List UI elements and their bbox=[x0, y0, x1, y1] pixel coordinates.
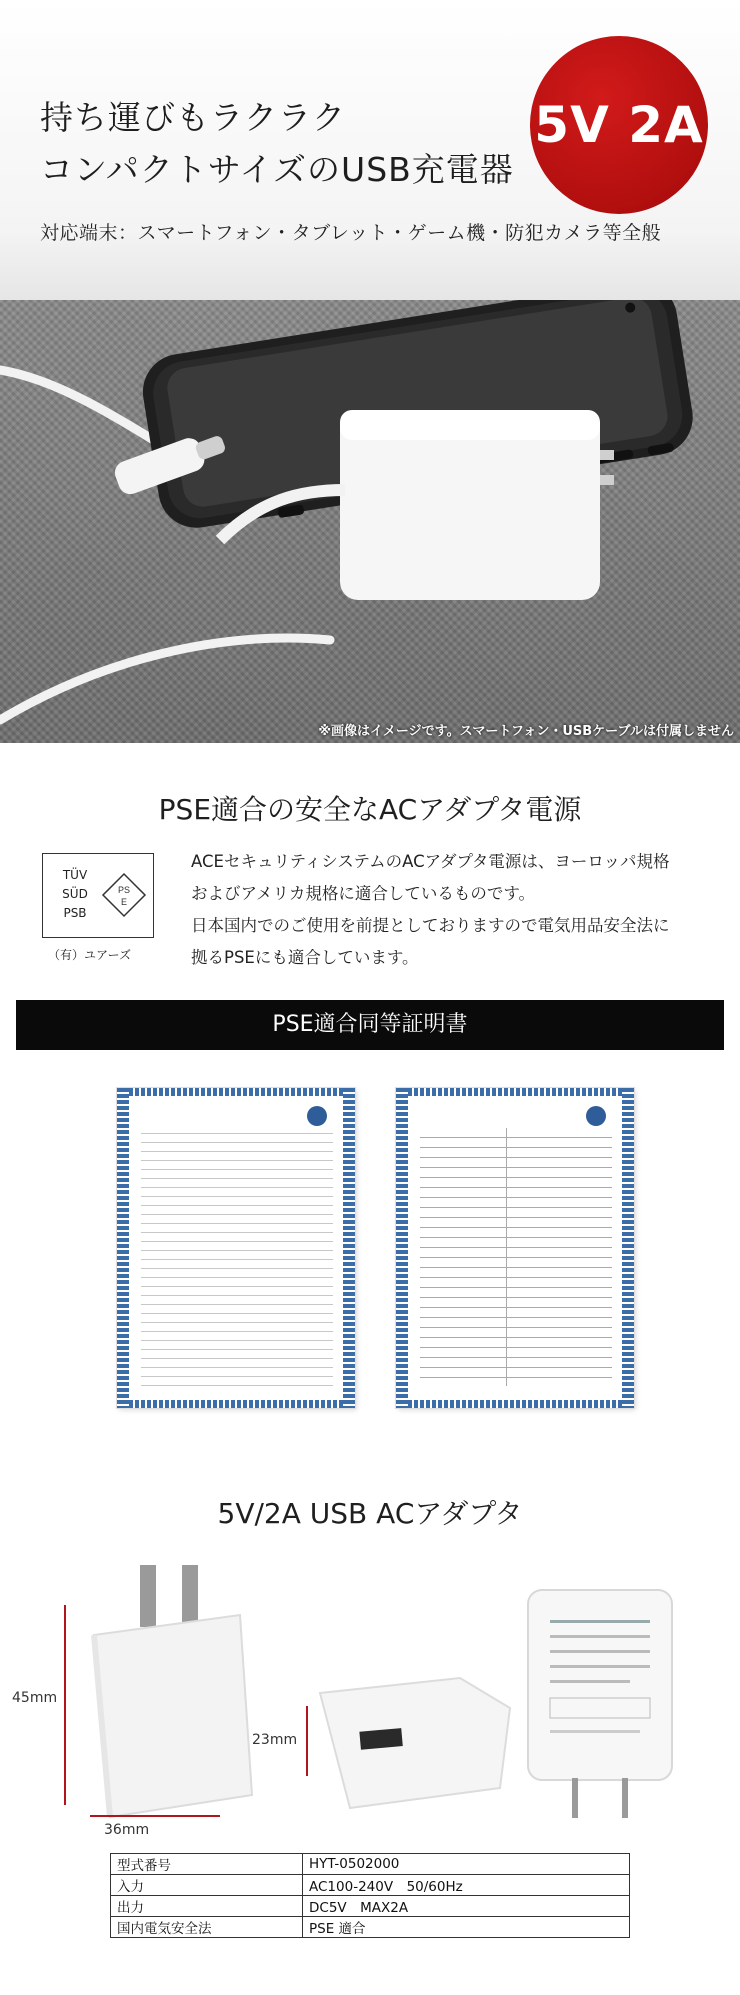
spec-key: 出力 bbox=[111, 1896, 303, 1917]
width-dimension: 36mm bbox=[104, 1822, 150, 1838]
certificate-page-1 bbox=[117, 1088, 355, 1408]
hero-photo bbox=[0, 300, 740, 743]
pse-title: PSE適合の安全なACアダプタ電源 bbox=[158, 793, 582, 826]
spec-key: 入力 bbox=[111, 1875, 303, 1896]
pse-description-line: 日本国内でのご使用を前提としておりますので電気用品安全法に bbox=[191, 916, 670, 935]
svg-text:PS: PS bbox=[117, 885, 131, 895]
tuv-logo-text bbox=[55, 866, 95, 923]
spec-key: 型式番号 bbox=[111, 1854, 303, 1875]
spec-table bbox=[110, 1853, 630, 1938]
height-dimension: 45mm bbox=[12, 1690, 58, 1706]
spec-value: PSE 適合 bbox=[303, 1917, 630, 1938]
pse-description bbox=[191, 846, 711, 974]
certificate-table bbox=[420, 1128, 612, 1386]
image-disclaimer: ※画像はイメージです。スマートフォン・USBケーブルは付属しません bbox=[318, 724, 734, 739]
certificate-text-block bbox=[141, 1128, 333, 1386]
spec-badge: 5V 2A bbox=[530, 36, 708, 214]
spec-value: DC5V MAX2A bbox=[303, 1896, 630, 1917]
table-row bbox=[111, 1875, 630, 1896]
tuv-logo-line1: TÜV bbox=[62, 868, 88, 882]
height-dimension-line bbox=[64, 1605, 66, 1805]
pse-description-line: 拠るPSEにも適合しています。 bbox=[191, 948, 419, 967]
adapter-label-view bbox=[520, 1580, 680, 1820]
tuv-logo-caption: （有）ユアーズ bbox=[48, 948, 132, 962]
hero-title-line2: コンパクトサイズのUSB充電器 bbox=[40, 150, 514, 189]
adapter-title: 5V/2A USB ACアダプタ bbox=[217, 1497, 523, 1530]
spec-value: AC100-240V 50/60Hz bbox=[303, 1875, 630, 1896]
spec-key: 国内電気安全法 bbox=[111, 1917, 303, 1938]
width-dimension-line bbox=[90, 1815, 220, 1817]
table-row bbox=[111, 1854, 630, 1875]
hero-title bbox=[40, 92, 514, 196]
spec-value: HYT-0502000 bbox=[303, 1854, 630, 1875]
tuv-logo bbox=[42, 853, 154, 938]
pse-description-line: およびアメリカ規格に適合しているものです。 bbox=[191, 884, 536, 903]
table-row bbox=[111, 1917, 630, 1938]
depth-dimension-line bbox=[306, 1706, 308, 1776]
phone-and-charger-illustration bbox=[0, 300, 740, 743]
tuv-seal-icon bbox=[307, 1106, 327, 1126]
tuv-logo-line2: SÜD bbox=[62, 887, 88, 901]
adapter-front-view bbox=[72, 1555, 272, 1855]
table-row bbox=[111, 1896, 630, 1917]
adapter-usb-side-view bbox=[310, 1668, 530, 1818]
tuv-logo-line3: PSB bbox=[63, 906, 87, 920]
pse-mark-icon bbox=[101, 872, 147, 918]
pse-description-line: ACEセキュリティシステムのACアダプタ電源は、ヨーロッパ規格 bbox=[191, 852, 670, 871]
hero-section bbox=[0, 0, 740, 743]
hero-title-line1: 持ち運びもラクラク bbox=[40, 98, 346, 137]
certificate-page-2 bbox=[396, 1088, 634, 1408]
certificate-heading-bar: PSE適合同等証明書 bbox=[16, 1000, 724, 1050]
compatible-devices: 対応端末：スマートフォン・タブレット・ゲーム機・防犯カメラ等全般 bbox=[40, 222, 662, 244]
depth-dimension: 23mm bbox=[252, 1732, 298, 1748]
tuv-seal-icon bbox=[586, 1106, 606, 1126]
svg-text:E: E bbox=[120, 897, 128, 907]
